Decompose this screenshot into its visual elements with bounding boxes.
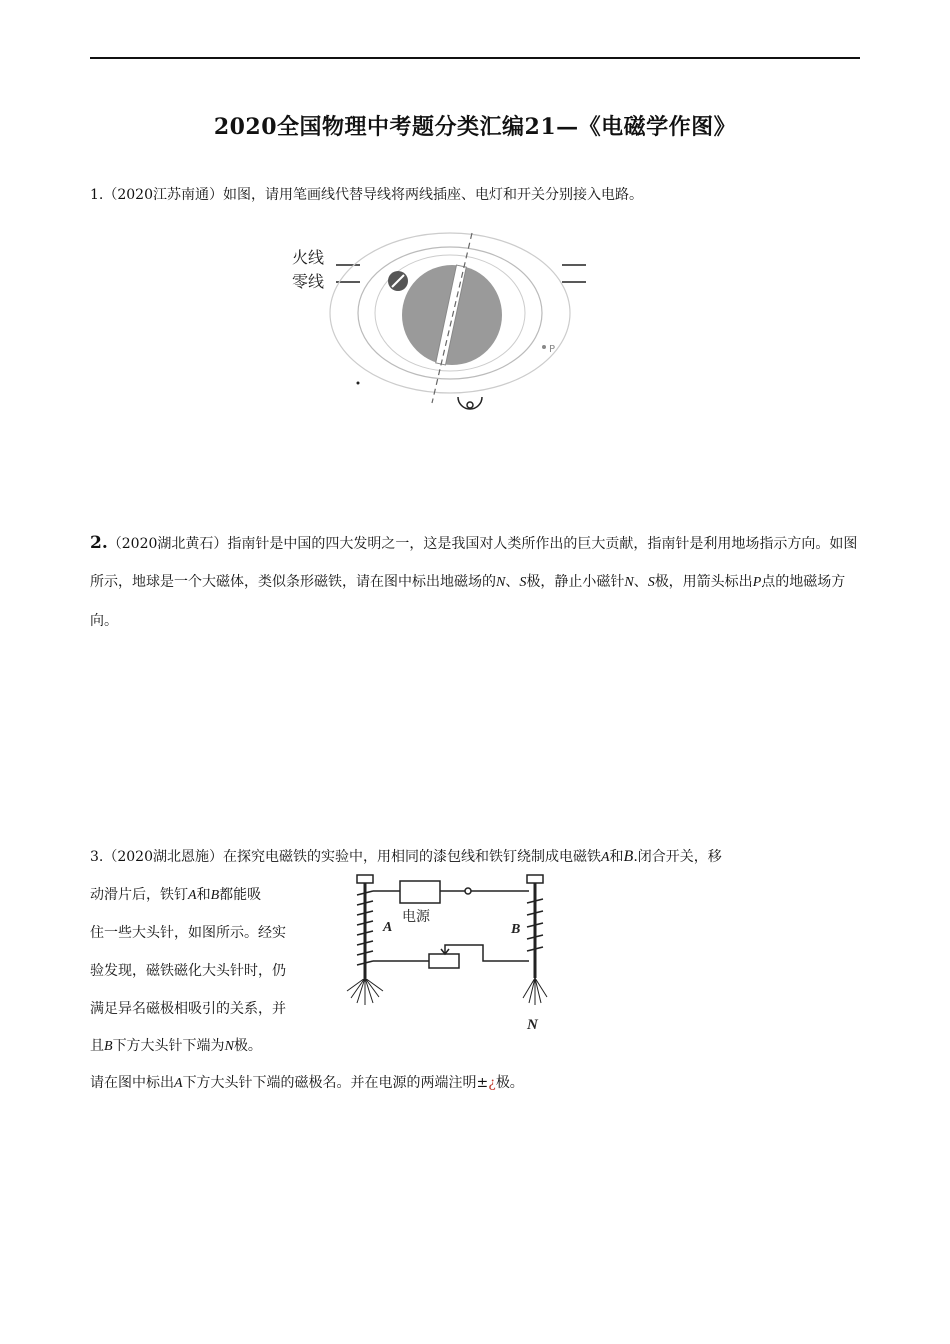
page-title: 2020全国物理中考题分类汇编21—《电磁学作图》 bbox=[213, 114, 737, 140]
q3-line6: 且B下方大头针下端为N极。 bbox=[90, 1038, 262, 1054]
live-wire-label: 火线 bbox=[292, 248, 325, 267]
q3-line4: 验发现，磁铁磁化大头针时，仍 bbox=[90, 963, 286, 979]
point-p-label: P bbox=[549, 344, 556, 355]
q3-line7: 请在图中标出A下方大头针下端的磁极名。并在电源的两端注明±¿极。 bbox=[90, 1075, 524, 1091]
rheostat-box bbox=[429, 954, 459, 968]
q3-line2: 动滑片后，铁钉A和B都能吸 bbox=[90, 887, 262, 903]
q1-text: 1.（2020江苏南通）如图，请用笔画线代替导线将两线插座、电灯和开关分别接入电路。 bbox=[90, 187, 643, 203]
q3-line3: 住一些大头针，如图所示。经实 bbox=[90, 925, 286, 941]
lamp-icon bbox=[467, 402, 473, 408]
nail-a-label: A bbox=[383, 920, 393, 935]
q3-line1: 3.（2020湖北恩施）在探究电磁铁的实验中，用相同的漆包线和铁钉绕制成电磁铁A和B.闭合开关，移 bbox=[90, 848, 722, 865]
q3-figure bbox=[345, 873, 560, 1035]
pole-n-label: N bbox=[527, 1017, 538, 1033]
power-source-box bbox=[400, 881, 440, 903]
nail-b-label: B bbox=[511, 922, 521, 937]
power-source-label: 电源 bbox=[402, 909, 430, 925]
q3-line5: 满足异名磁极相吸引的关系，并 bbox=[90, 1001, 286, 1017]
q2-text: 2.（2020湖北黄石）指南针是中国的四大发明之一，这是我国对人类所作出的巨大贡献，指南针是利用地场指示方向。如图所示，地球是一个大磁体，类似条形磁铁，请在图中标出地磁场的N、S极，静止小磁针N、S极，用箭头标出P点的地磁场方向。 bbox=[90, 533, 858, 629]
top-rule bbox=[90, 57, 860, 59]
q1-figure bbox=[290, 225, 610, 425]
neutral-wire-label: 零线 bbox=[292, 272, 325, 291]
